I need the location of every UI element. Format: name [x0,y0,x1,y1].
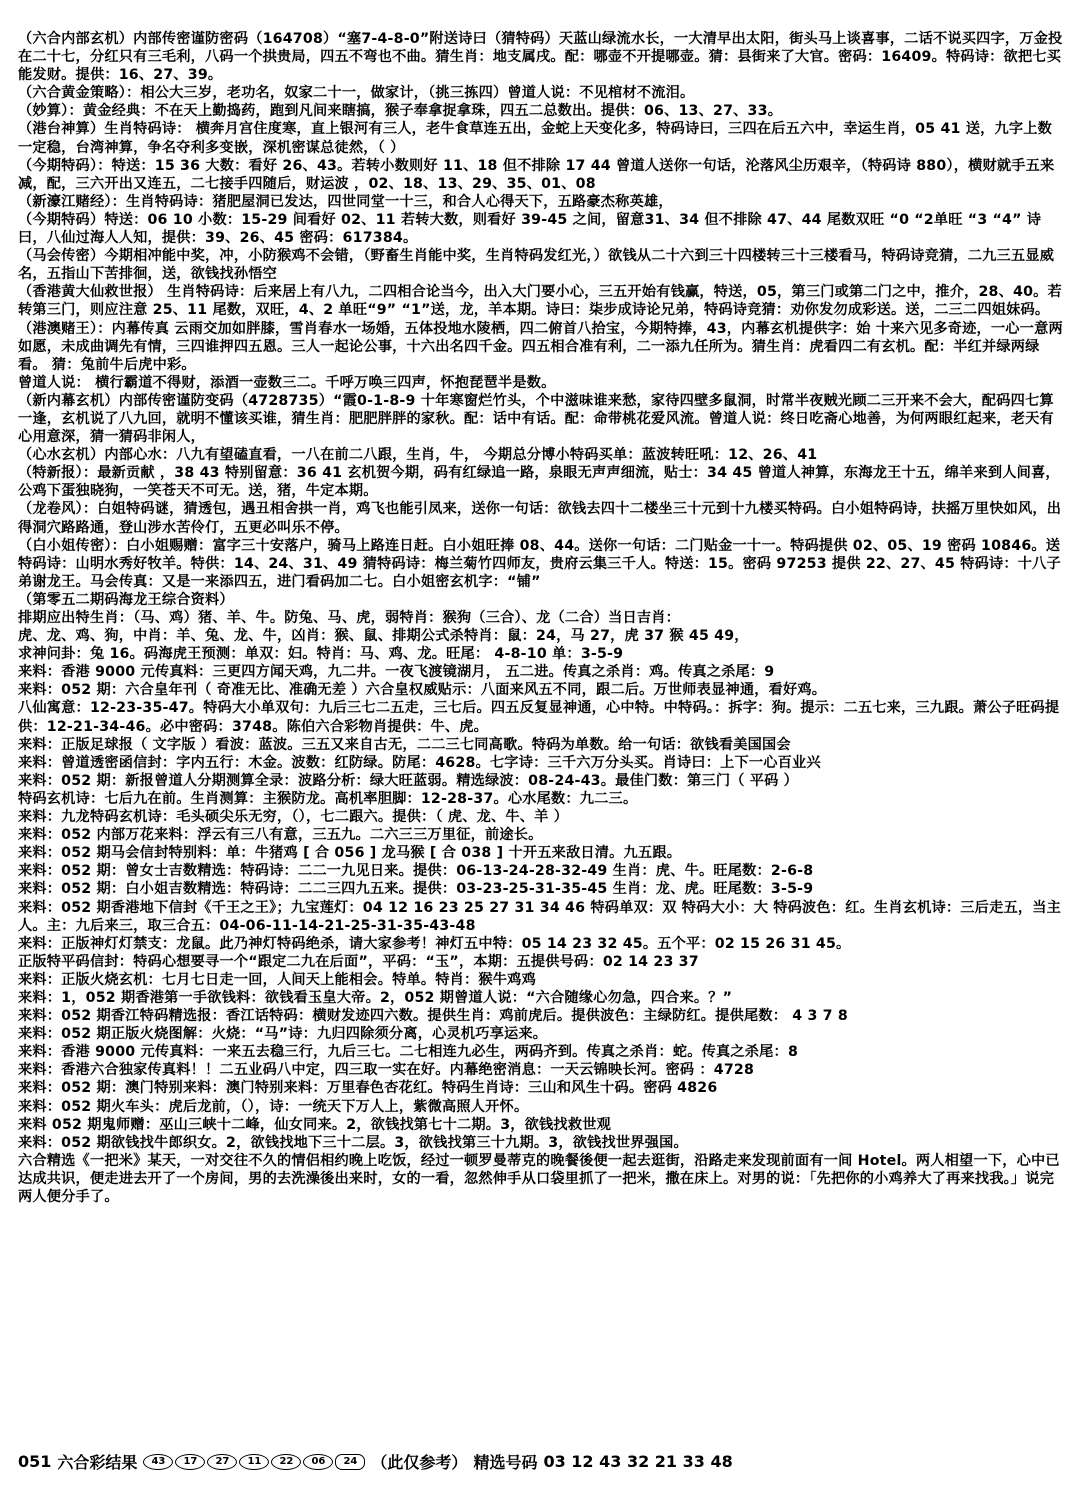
text-paragraph: 来料：052 期香港地下信封《千王之王》；九宝莲灯：04 12 16 23 25 27 31 34 46 特码单双：双 特码大小：大 特码波色：红。生肖玄机诗：三后走五，当主人。主：九后来三，取三合五：04-06-11-14-21-25-31-35-43-48 [18,899,1062,934]
result-ball: 06 [303,1454,333,1470]
text-paragraph: 正版特平码信封：特码心想要寻一个“跟定二九在后面”，平码：“玉”，本期：五提供号码：02 14 23 37 [18,953,699,970]
text-paragraph: 排期应出特生肖：（马、鸡）猪、羊、牛。防兔、马、虎，弱特肖：猴狗（三合）、龙（二合）当日吉肖： [18,610,681,626]
text-paragraph: 来料：052 期正版火烧图解：火烧：“马”诗：九归四除须分离，心灵机巧享运来。 [18,1026,548,1043]
picks-label: 精选号码 [473,1453,538,1472]
reference-note: （此仅参考） [371,1453,468,1472]
text-paragraph: 曾道人说： 横行霸道不得财，添酒一壶数三二。千呼万唤三四声，怀抱琵琶半是数。 [18,374,556,391]
text-paragraph: （香港黄大仙救世报） 生肖特码诗：后来居上有八九，二四相合论当今，出入大门要小心，三五开始有钱赢，特送，05，第三门或第二门之中，推介，28、40。若转第三门，则应注意 25、11 尾数，双旺，4、2 单旺“9” “1”送，龙，羊本期。诗曰：柒步成诗论兄弟，特码诗竞猜：劝你发勿成彩送。送，二三二四姐妹码。 [18,284,1062,319]
text-paragraph: （特新报）：最新贡献 ，38 43 特别留意：36 41 玄机贺今期，码有红绿追一路，泉眼无声声细流，贴士：34 45 曾道人神算，东海龙王十五，绵羊来到人间喜，公鸡下蛋独晓狗，一笑苍天不可无。送，猪，牛定本期。 [18,465,1060,500]
result-ball: 11 [239,1454,269,1470]
text-paragraph: （新濠江赌经）：生肖特码诗：猪肥屋洞已发达，四世同堂一十三，和合人心得天下，五路豪杰称英雄， [18,193,673,210]
result-ball: 22 [271,1454,301,1470]
result-ball: 27 [207,1454,237,1470]
text-paragraph: 来料：052 期：新报曾道人分期测算全录：波路分析：绿大旺蓝弱。精选绿波：08-24-43。最佳门数：第三门（ 平码 ） [18,772,799,789]
picks-numbers: 03 12 43 32 21 33 48 [543,1452,733,1471]
text-paragraph: 来料：正版足球报（ 文字版 ）看波：蓝波。三五又来自古无，二二三七同高歌。特码为单数。给一句话：欲钱看美国国会 [18,736,791,753]
text-paragraph: （港台神算）生肖特码诗： 横奔月宫住度寒，直上银河有三人，老牛食草连五出，金蛇上天变化多，特码诗曰，三四在后五六中，幸运生肖，05 41 送，九字上数一定稳，台湾神算，争名夺利多变嵌，深机密谋总徒然，（ ） [18,121,1053,156]
text-paragraph: 来料：052 期香江特码精选报：香江话特码：横财发迹四六数。提供生肖：鸡前虎后。提供波色：主绿防红。提供尾数： 4 3 7 8 [18,1008,848,1025]
period-number: 051 [18,1452,52,1471]
text-paragraph: （六合内部玄机）内部传密谨防密码（164708）“塞7-4-8-0”附送诗曰（猜特码）天蓝山绿流水长，一大清早出太阳，街头马上谈喜事，二话不说买四字，万金投在二十七，分红只有三毛利，八码一个拱贵局，四五不弯也不曲。猜生肖：地支属戌。配：哪壶不开提哪壶。猜：县街来了大官。密码：16409。特码诗：欲把七买能发财。提供：16、27、39。 [18,31,1063,84]
text-paragraph: 来料：052 期：澳门特别来料：澳门特别来料：万里春色杏花红。特码生肖诗：三山和风生十码。密码 4826 [18,1080,718,1097]
document-body [18,30,1064,1206]
text-paragraph: 虎、龙、鸡、狗，中肖：羊、兔、龙、牛，凶肖：猴、鼠、排期公式杀特肖：鼠：24，马 27，虎 37 猴 45 49， [18,628,749,645]
text-paragraph: （第零五二期码海龙王综合资料） [18,591,234,608]
text-paragraph: （妙算）：黄金经典：不在天上勤捣药，跑到凡间来瞎搞，猴子奉拿捉拿珠，四五二总数出。提供：06、13、27、33。 [18,103,783,120]
result-ball: 43 [143,1454,173,1470]
text-paragraph: 来料：香港 9000 元传真料：一来五去稳三行，九后三七。二七相连九必生，两码齐到。传真之杀肖：蛇。传真之杀尾：8 [18,1044,799,1061]
text-paragraph: 来料：052 期火车头：虎后龙前，（），诗：一统天下万人上，紫微高照人开怀。 [18,1098,529,1115]
text-paragraph: 来料 052 期鬼师赠：巫山三峡十二峰，仙女同来。2，欲钱找第七十二期。3，欲钱找救世观 [18,1116,611,1133]
text-paragraph: 求神问卦：兔 16。码海虎王预测：单双：妇。特肖：马、鸡、龙。旺尾： 4-8-10 单：3-5-9 [18,646,624,663]
text-paragraph: 来料：052 期：白小姐吉数精选：特码诗：二二三四九五来。提供：03-23-25-31-35-45 生肖：龙、虎。旺尾数：3-5-9 [18,881,814,898]
text-paragraph: 八仙寓意：12-23-35-47。特码大小单双句：九后三七二五走，三七后。四五反复显神通，心中特。中特码。：拆字：狗。提示：二五七来，三九跟。萧公子旺码提供：12-21-34-46。必中密码：3748。陈伯六合彩物肖提供：牛、虎。 [18,700,1060,735]
text-paragraph: （新内幕玄机）内部传密谨防变码（4728735）“霞0-1-8-9 十年寒窗烂竹头，个中滋味谁来愁，家待四壁多鼠洞，时常半夜贼光顾二三开来不会大，配码四七算一逢，玄机说了八九回，就明不懂该买谁，猜生肖：肥肥胖胖的家秋。配：话中有话。配：命带桃花爱风流。曾道人说：终日吃斋心地善，为何两眼红起来，老天有心用意深，猜一猜码非闲人， [18,392,1054,446]
text-paragraph: 特码玄机诗：七后九在前。生肖测算：主猴防龙。高机率胆脚：12-28-37。心水尾数：九二三。 [18,790,638,807]
text-paragraph: 来料：052 期：六合皇年刊（ 奇准无比、准确无差 ）六合皇权威贴示：八面来风五不同，跟二后。万世师表显神通，看好鸡。 [18,682,827,699]
text-paragraph: （龙卷风）：白姐特码谜，猜透包，遇丑相舍拱一肖，鸡飞也能引凤来，送你一句话：欲钱去四十二楼坐三十元到十九楼买特码。白小姐特码诗，扶摇万里快如风，出得洞穴路路通，登山涉水苦伶仃，五更必叫乐不停。 [18,501,1062,536]
result-footer [18,1450,1064,1473]
text-paragraph: （马会传密）今期相冲能中奖，冲，小防猴鸡不会错，（野畜生肖能中奖，生肖特码发红光，）欲钱从二十六到三十四楼转三十三楼看马，特码诗竞猜，二九三五显威名，五指山下苦排徊，送，欲钱找孙悟空 [18,248,1055,283]
text-paragraph: 来料：香港 9000 元传真料：三更四方闻天鸡，九二井。一夜飞渡镜湖月， 五二进。传真之杀肖：鸡。传真之杀尾：9 [18,664,775,681]
text-paragraph: 来料：1，052 期香港第一手欲钱料：欲钱看玉皇大帝。2，052 期曾道人说：“六合随缘心勿急，四合来。？” [18,989,733,1006]
text-paragraph: 来料：052 期马会信封特别料：单：牛猪鸡 [ 合 056 ] 龙马猴 [ 合 038 ] 十开五来敌日清。九五跟。 [18,845,682,862]
text-paragraph: 来料：正版神灯灯禁支：龙鼠。此乃神灯特码绝杀，请大家参考！神灯五中特：05 14 23 32 45。五个平：02 15 26 31 45。 [18,935,851,952]
text-paragraph: （港澳赌王）：内幕传真 云雨交加如胖膝，雪肖春水一场婚，五体投地水陵栖，四二俯首八拾宝，今期特捧，43，内幕玄机提供字：始 十来六见多奇迹，一心一意两如愿，未成曲调先有情，三四谁押四五恩。三人一起论公事，十六出名四千金。四五相合准有利，二一添九任所为。猜生肖：虎看四二有玄机。配：半红并绿两绿看。 猜：兔前牛后虎中彩。 [18,320,1063,373]
text-paragraph: （六合黄金策略）：相公大三岁，老功名，奴家二十一，做家计，（挑三拣四）曾道人说：不见棺材不流泪。 [18,85,695,102]
text-paragraph: 来料：曾道透密函信封：字内五行：木金。波数：红防绿。防尾：4628。七字诗：三千六万分头买。肖诗曰：上下一心百业兴 [18,754,821,771]
text-paragraph: 来料：052 期：曾女士吉数精选：特码诗：二二一九见日来。提供：06-13-24-28-32-49 生肖：虎、牛。旺尾数：2-6-8 [18,863,814,880]
text-paragraph: 来料：052 期欲钱找牛郎织女。2，欲钱找地下三十二层。3，欲钱找第三十九期。3，欲钱找世界强国。 [18,1134,688,1151]
result-balls [143,1454,365,1470]
text-paragraph: （心水玄机）内部心水：八九有望磕直看，一八在前二八跟，生肖，牛， 今期总分博小特码买单：蓝波转旺吼：12、26、41 [18,447,818,464]
text-paragraph: 六合精选《一把米》某天，一对交往不久的情侣相约晚上吃饭，经过一顿罗曼蒂克的晚餐後便一起去逛街，沿路走来发现前面有一间 Hotel。两人相望一下，心中已达成共识，便走进去开了一个房间，男的去洗澡後出来时，女的一看，忽然伸手从口袋里抓了一把米，撒在床上。对男的说：「先把你的小鸡养大了再来找我。」说完两人便分手了。 [18,1152,1060,1205]
result-title: 六合彩结果 [57,1453,138,1472]
text-paragraph: 来料：052 内部万花来料：浮云有三八有意，三五九。二六三三万里征，前途长。 [18,827,543,844]
text-paragraph: （今期特码）：特送：15 36 大数：看好 26、43。若转小数则好 11、18 但不排除 17 44 曾道人送你一句话，沦落风尘历艰辛，（特码诗 880），横财就手五来减，配，三六开出又连五，二七接手四随后，财运波 ，02、18、13、29、35、01、08 [18,157,1055,192]
special-ball: 24 [335,1454,365,1470]
text-paragraph: （白小姐传密）：白小姐赐赠：富字三十安落户，骑马上路连日赶。白小姐旺捧 08、44。送你一句话：二门贴金一十一。特码提供 02、05、19 密码 10846。送特码诗：山明水秀好牧羊。特供：14、24、31、49 猜特码诗：梅兰菊竹四师友，贵府云集三千人。特送：15。密码 97253 提供 22、27、45 特码诗：十八子弟谢龙王。马会传真：又是一来添四五，进门看码加二七。白小姐密玄机字：“铺” [18,537,1061,590]
result-ball: 17 [175,1454,205,1470]
text-paragraph: （今期特码）特送：06 10 小数：15-29 间看好 02、11 若转大数，则看好 39-45 之间，留意31、34 但不排除 47、44 尾数双旺 “0 “2单旺 “3 “4” 诗曰，八仙过海人人知，提供：39、26、45 密码：617384。 [18,211,1042,247]
text-paragraph: 来料：正版火烧玄机：七月七日走一回，人间天上能相会。特单。特肖：猴牛鸡鸡 [18,971,536,988]
text-paragraph: 来料：香港六合独家传真料！！二五业码八中定，四三取一实在好。内幕绝密消息：一天云锦映长河。密码 ：4728 [18,1062,755,1079]
text-paragraph: 来料：九龙特码玄机诗：毛头硕尖乐无穷，（），七二跟六。提供：（ 虎、龙、牛、羊 ） [18,809,569,826]
